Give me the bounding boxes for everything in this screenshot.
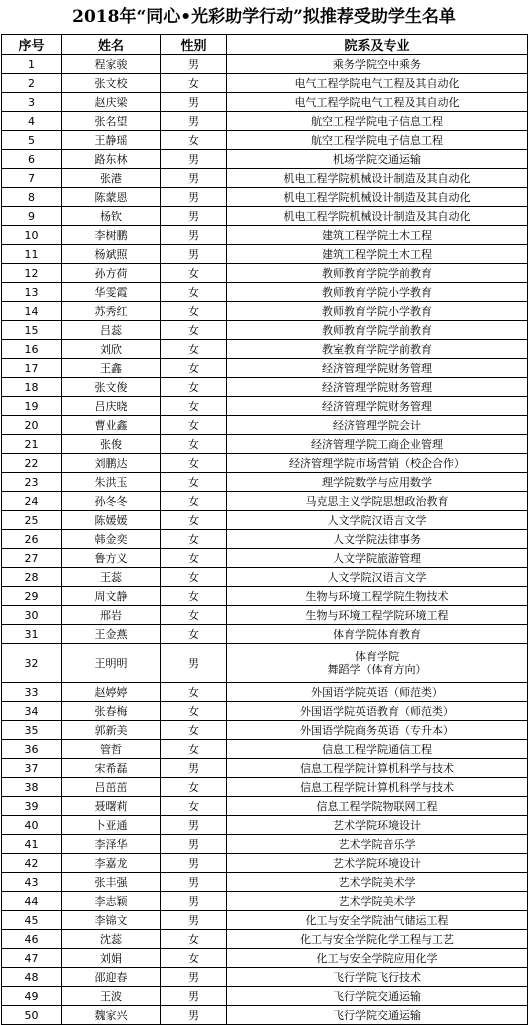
row-sex: 女	[161, 264, 227, 283]
row-sex: 女	[161, 568, 227, 587]
table-row	[2, 473, 528, 492]
row-sex: 女	[161, 74, 227, 93]
row-name: 邵迎春	[62, 968, 161, 987]
row-sex: 男	[161, 207, 227, 226]
row-sex: 女	[161, 740, 227, 759]
table-row	[2, 93, 528, 112]
table-row	[2, 245, 528, 264]
row-sex: 女	[161, 530, 227, 549]
row-name: 张文校	[62, 74, 161, 93]
table-row	[2, 359, 528, 378]
row-name: 刘娟	[62, 949, 161, 968]
row-dept: 信息工程学院计算机科学与技术	[227, 759, 528, 778]
row-dept: 经济管理学院财务管理	[227, 378, 528, 397]
table-row	[2, 340, 528, 359]
row-no: 15	[2, 321, 62, 340]
row-name: 吕蕊	[62, 321, 161, 340]
table-row	[2, 511, 528, 530]
table-header-row	[2, 35, 528, 55]
row-dept: 生物与环境工程学院环境工程	[227, 606, 528, 625]
row-dept: 人文学院法律事务	[227, 530, 528, 549]
table-row	[2, 797, 528, 816]
table-row	[2, 131, 528, 150]
table-row	[2, 911, 528, 930]
row-name: 王波	[62, 987, 161, 1006]
row-sex: 男	[161, 968, 227, 987]
row-no: 38	[2, 778, 62, 797]
row-name: 郭新美	[62, 721, 161, 740]
table-row	[2, 892, 528, 911]
table-row	[2, 854, 528, 873]
row-name: 王明明	[62, 644, 161, 683]
table-row	[2, 150, 528, 169]
row-dept: 教师教育学院学前教育	[227, 321, 528, 340]
row-no: 6	[2, 150, 62, 169]
row-sex: 男	[161, 835, 227, 854]
row-name: 邢岩	[62, 606, 161, 625]
row-sex: 女	[161, 606, 227, 625]
row-name: 王蕊	[62, 568, 161, 587]
row-no: 34	[2, 702, 62, 721]
row-dept: 建筑工程学院土木工程	[227, 226, 528, 245]
row-no: 19	[2, 397, 62, 416]
row-sex: 女	[161, 797, 227, 816]
row-name: 宋希磊	[62, 759, 161, 778]
row-no: 14	[2, 302, 62, 321]
row-no: 40	[2, 816, 62, 835]
row-name: 魏家兴	[62, 1006, 161, 1025]
row-sex: 女	[161, 625, 227, 644]
row-name: 周文静	[62, 587, 161, 606]
row-no: 50	[2, 1006, 62, 1025]
row-sex: 男	[161, 112, 227, 131]
row-dept: 航空工程学院电子信息工程	[227, 131, 528, 150]
row-no: 30	[2, 606, 62, 625]
row-no: 39	[2, 797, 62, 816]
row-dept: 飞行学院飞行技术	[227, 968, 528, 987]
row-no: 32	[2, 644, 62, 683]
table-row	[2, 397, 528, 416]
student-list-table	[1, 34, 528, 1025]
row-no: 49	[2, 987, 62, 1006]
table-row	[2, 625, 528, 644]
table-row	[2, 74, 528, 93]
row-dept: 教师教育学院小学教育	[227, 283, 528, 302]
row-name: 韩金奕	[62, 530, 161, 549]
row-sex: 男	[161, 1006, 227, 1025]
row-no: 24	[2, 492, 62, 511]
row-dept: 信息工程学院通信工程	[227, 740, 528, 759]
row-name: 杨钦	[62, 207, 161, 226]
row-sex: 女	[161, 721, 227, 740]
row-name: 陈蒙恩	[62, 188, 161, 207]
row-name: 张丰强	[62, 873, 161, 892]
row-sex: 男	[161, 892, 227, 911]
row-dept-line1: 体育学院	[355, 650, 399, 663]
row-name: 张名望	[62, 112, 161, 131]
row-sex: 女	[161, 492, 227, 511]
row-dept: 外国语学院英语教育（师范类）	[227, 702, 528, 721]
row-dept-line2: 舞蹈学（体育方向）	[327, 663, 427, 676]
row-dept	[227, 644, 528, 683]
table-row	[2, 55, 528, 74]
table-row	[2, 207, 528, 226]
row-sex: 男	[161, 854, 227, 873]
table-row	[2, 169, 528, 188]
row-name: 李嘉龙	[62, 854, 161, 873]
row-sex: 女	[161, 949, 227, 968]
table-row	[2, 930, 528, 949]
table-body	[2, 55, 528, 1025]
row-sex: 女	[161, 302, 227, 321]
row-sex: 女	[161, 131, 227, 150]
row-sex: 男	[161, 55, 227, 74]
row-sex: 女	[161, 321, 227, 340]
row-dept: 教室教育学院学前教育	[227, 340, 528, 359]
row-no: 36	[2, 740, 62, 759]
row-no: 46	[2, 930, 62, 949]
row-sex: 女	[161, 283, 227, 302]
row-dept: 经济管理学院财务管理	[227, 397, 528, 416]
row-no: 21	[2, 435, 62, 454]
row-name: 李泽华	[62, 835, 161, 854]
row-dept: 艺术学院环境设计	[227, 854, 528, 873]
table-row	[2, 283, 528, 302]
row-dept: 艺术学院美术学	[227, 892, 528, 911]
table-row	[2, 112, 528, 131]
table-row	[2, 683, 528, 702]
row-dept: 飞行学院交通运输	[227, 1006, 528, 1025]
row-dept: 人文学院汉语言文学	[227, 568, 528, 587]
row-sex: 男	[161, 169, 227, 188]
table-row	[2, 568, 528, 587]
row-name: 孙方荷	[62, 264, 161, 283]
row-dept: 生物与环境工程学院生物技术	[227, 587, 528, 606]
row-name: 张俊	[62, 435, 161, 454]
row-dept: 化工与安全学院应用化学	[227, 949, 528, 968]
row-name: 卜亚通	[62, 816, 161, 835]
row-name: 曹业鑫	[62, 416, 161, 435]
row-sex: 女	[161, 340, 227, 359]
row-no: 37	[2, 759, 62, 778]
row-no: 13	[2, 283, 62, 302]
document-title: 2018年“同心•光彩助学行动”拟推荐受助学生名单	[72, 7, 456, 27]
row-sex: 男	[161, 93, 227, 112]
row-dept: 经济管理学院市场营销（校企合作）	[227, 454, 528, 473]
table-row	[2, 226, 528, 245]
row-no: 1	[2, 55, 62, 74]
row-no: 33	[2, 683, 62, 702]
header-no: 序号	[2, 35, 62, 55]
row-dept: 电气工程学院电气工程及其自动化	[227, 93, 528, 112]
row-name: 李树鹏	[62, 226, 161, 245]
row-no: 8	[2, 188, 62, 207]
row-name: 陈媛媛	[62, 511, 161, 530]
row-sex: 男	[161, 150, 227, 169]
row-sex: 男	[161, 188, 227, 207]
row-no: 27	[2, 549, 62, 568]
table-row	[2, 740, 528, 759]
table-row	[2, 778, 528, 797]
row-dept: 艺术学院美术学	[227, 873, 528, 892]
row-sex: 女	[161, 930, 227, 949]
row-name: 路东林	[62, 150, 161, 169]
row-name: 程家骏	[62, 55, 161, 74]
table-row	[2, 759, 528, 778]
row-sex: 男	[161, 245, 227, 264]
row-dept: 建筑工程学院土木工程	[227, 245, 528, 264]
row-no: 23	[2, 473, 62, 492]
row-name: 赵庆梁	[62, 93, 161, 112]
row-sex: 女	[161, 416, 227, 435]
row-dept: 信息工程学院物联网工程	[227, 797, 528, 816]
row-no: 9	[2, 207, 62, 226]
row-sex: 女	[161, 473, 227, 492]
row-name: 聂曙莉	[62, 797, 161, 816]
row-dept: 经济管理学院工商企业管理	[227, 435, 528, 454]
row-name: 张港	[62, 169, 161, 188]
row-name: 管哲	[62, 740, 161, 759]
row-sex: 女	[161, 683, 227, 702]
row-name: 王静瑶	[62, 131, 161, 150]
row-sex: 男	[161, 644, 227, 683]
row-dept: 人文学院汉语言文学	[227, 511, 528, 530]
row-dept: 教师教育学院学前教育	[227, 264, 528, 283]
row-sex: 男	[161, 226, 227, 245]
row-no: 5	[2, 131, 62, 150]
table-row	[2, 378, 528, 397]
row-no: 20	[2, 416, 62, 435]
row-dept: 机场学院交通运输	[227, 150, 528, 169]
row-sex: 女	[161, 378, 227, 397]
row-sex: 男	[161, 911, 227, 930]
row-name: 华雯霞	[62, 283, 161, 302]
table-row	[2, 949, 528, 968]
row-no: 18	[2, 378, 62, 397]
table-row	[2, 188, 528, 207]
row-no: 41	[2, 835, 62, 854]
row-sex: 女	[161, 778, 227, 797]
row-sex: 男	[161, 759, 227, 778]
table-row	[2, 873, 528, 892]
row-dept: 信息工程学院计算机科学与技术	[227, 778, 528, 797]
row-sex: 女	[161, 587, 227, 606]
row-no: 25	[2, 511, 62, 530]
row-dept: 航空工程学院电子信息工程	[227, 112, 528, 131]
header-sex: 性别	[161, 35, 227, 55]
row-name: 张春梅	[62, 702, 161, 721]
row-name: 杨斌照	[62, 245, 161, 264]
row-sex: 女	[161, 549, 227, 568]
row-no: 28	[2, 568, 62, 587]
row-sex: 男	[161, 987, 227, 1006]
table-row	[2, 1006, 528, 1025]
header-dept: 院系及专业	[227, 35, 528, 55]
row-no: 48	[2, 968, 62, 987]
row-name: 吕茁茁	[62, 778, 161, 797]
row-sex: 女	[161, 435, 227, 454]
table-row	[2, 835, 528, 854]
row-no: 35	[2, 721, 62, 740]
row-dept: 化工与安全学院油气储运工程	[227, 911, 528, 930]
row-no: 47	[2, 949, 62, 968]
row-no: 2	[2, 74, 62, 93]
row-name: 刘鹏达	[62, 454, 161, 473]
row-no: 3	[2, 93, 62, 112]
row-dept: 艺术学院音乐学	[227, 835, 528, 854]
table-row	[2, 987, 528, 1006]
row-name: 吕庆晓	[62, 397, 161, 416]
table-row	[2, 587, 528, 606]
table-row	[2, 302, 528, 321]
row-dept: 经济管理学院会计	[227, 416, 528, 435]
row-name: 李志颖	[62, 892, 161, 911]
row-dept: 飞行学院交通运输	[227, 987, 528, 1006]
row-sex: 男	[161, 816, 227, 835]
row-no: 4	[2, 112, 62, 131]
row-name: 苏秀红	[62, 302, 161, 321]
row-dept: 机电工程学院机械设计制造及其自动化	[227, 188, 528, 207]
table-row	[2, 644, 528, 683]
row-no: 42	[2, 854, 62, 873]
row-no: 17	[2, 359, 62, 378]
row-dept: 教师教育学院小学教育	[227, 302, 528, 321]
row-dept: 人文学院旅游管理	[227, 549, 528, 568]
row-name: 孙冬冬	[62, 492, 161, 511]
row-no: 10	[2, 226, 62, 245]
table-row	[2, 264, 528, 283]
table-row	[2, 606, 528, 625]
row-no: 44	[2, 892, 62, 911]
row-name: 张文俊	[62, 378, 161, 397]
row-dept: 经济管理学院财务管理	[227, 359, 528, 378]
header-name: 姓名	[62, 35, 161, 55]
row-no: 45	[2, 911, 62, 930]
row-no: 29	[2, 587, 62, 606]
table-row	[2, 816, 528, 835]
table-row	[2, 416, 528, 435]
row-dept: 马克思主义学院思想政治教育	[227, 492, 528, 511]
row-no: 31	[2, 625, 62, 644]
row-dept: 机电工程学院机械设计制造及其自动化	[227, 169, 528, 188]
row-name: 李锦文	[62, 911, 161, 930]
row-sex: 女	[161, 359, 227, 378]
row-sex: 女	[161, 397, 227, 416]
row-name: 王鑫	[62, 359, 161, 378]
row-dept: 外国语学院商务英语（专升本）	[227, 721, 528, 740]
row-no: 22	[2, 454, 62, 473]
table-row	[2, 435, 528, 454]
row-sex: 女	[161, 702, 227, 721]
row-name: 沈蕊	[62, 930, 161, 949]
row-no: 26	[2, 530, 62, 549]
row-sex: 女	[161, 511, 227, 530]
table-row	[2, 492, 528, 511]
table-row	[2, 549, 528, 568]
table-row	[2, 721, 528, 740]
row-no: 11	[2, 245, 62, 264]
row-dept: 化工与安全学院化学工程与工艺	[227, 930, 528, 949]
row-dept: 电气工程学院电气工程及其自动化	[227, 74, 528, 93]
row-dept: 体育学院体育教育	[227, 625, 528, 644]
table-row	[2, 702, 528, 721]
table-row	[2, 454, 528, 473]
row-dept: 机电工程学院机械设计制造及其自动化	[227, 207, 528, 226]
row-name: 朱洪玉	[62, 473, 161, 492]
row-name: 刘欣	[62, 340, 161, 359]
row-sex: 男	[161, 873, 227, 892]
row-dept: 外国语学院英语（师范类）	[227, 683, 528, 702]
table-row	[2, 321, 528, 340]
row-no: 12	[2, 264, 62, 283]
table-row	[2, 968, 528, 987]
row-dept: 乘务学院空中乘务	[227, 55, 528, 74]
row-sex: 女	[161, 454, 227, 473]
row-no: 7	[2, 169, 62, 188]
row-no: 43	[2, 873, 62, 892]
row-no: 16	[2, 340, 62, 359]
row-name: 鲁方义	[62, 549, 161, 568]
row-dept: 艺术学院环境设计	[227, 816, 528, 835]
table-row	[2, 530, 528, 549]
row-name: 赵婷婷	[62, 683, 161, 702]
row-dept: 理学院数学与应用数学	[227, 473, 528, 492]
row-name: 王金燕	[62, 625, 161, 644]
